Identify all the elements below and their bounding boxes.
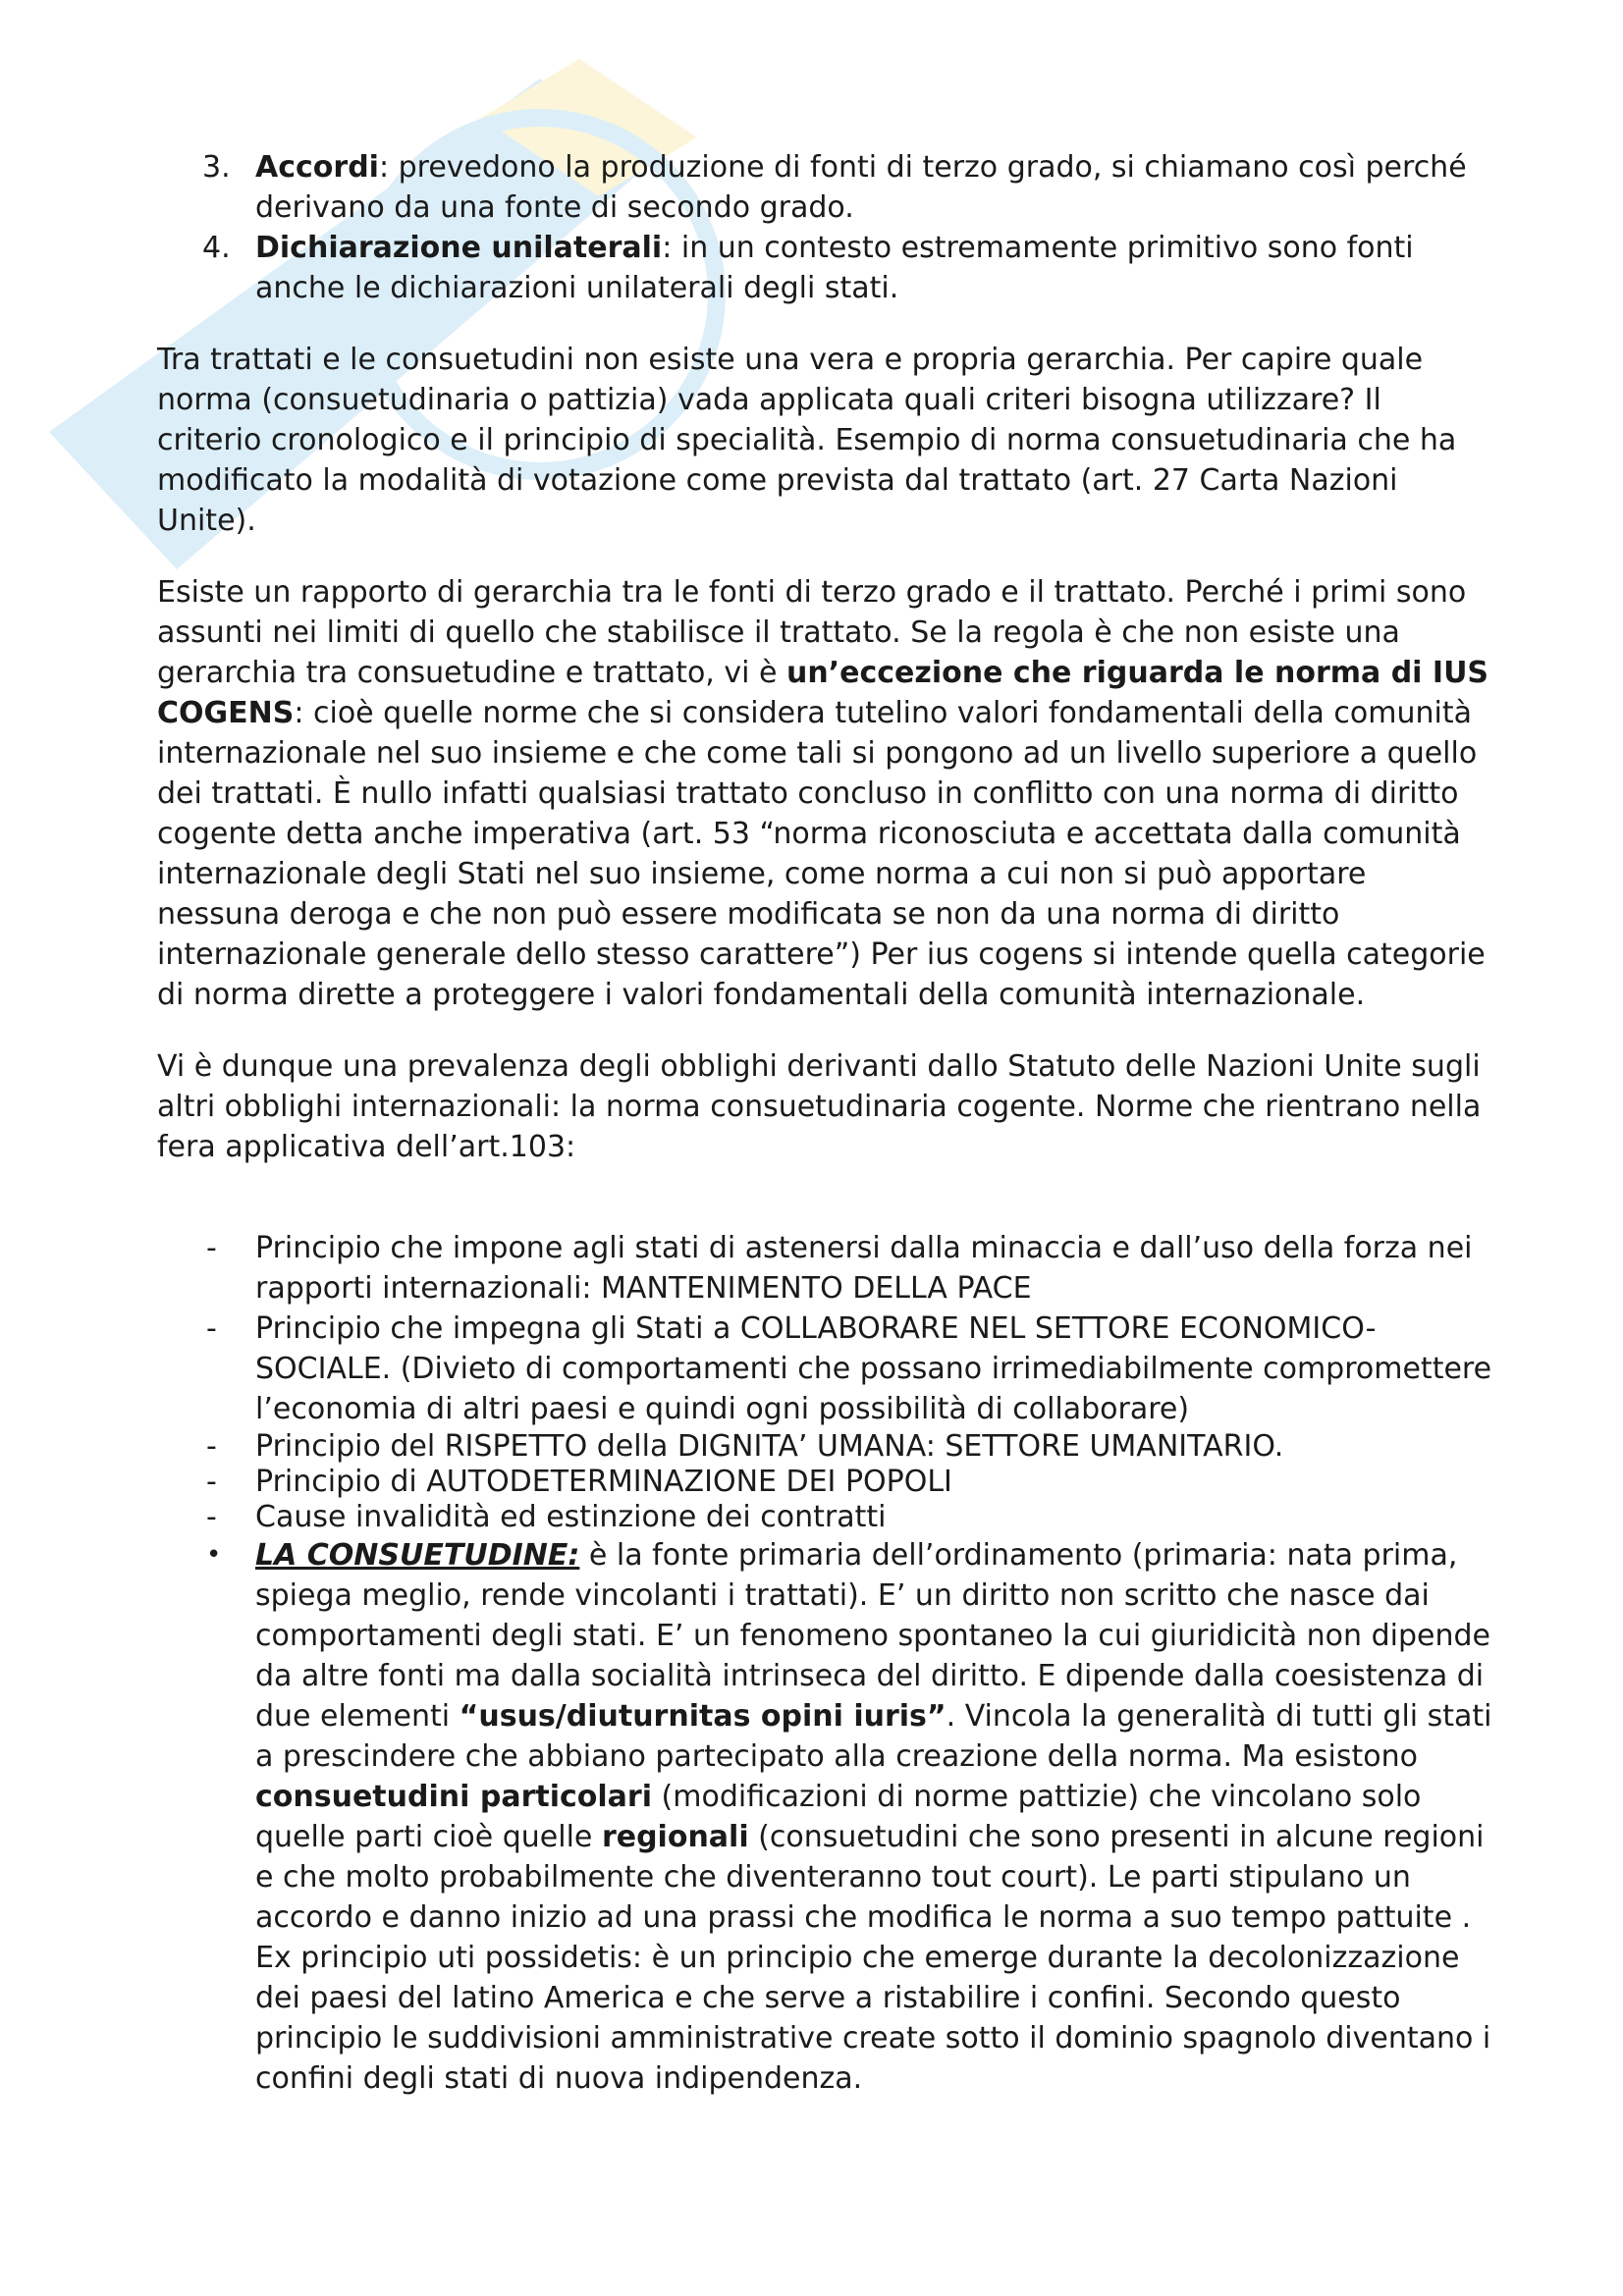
bullet-text: è la fonte primaria dell’ordinamento (primaria: nata prima, spiega meglio, rende vincolanti i trattati). E’ un diritto non scritto che nasce dai comportamenti degli stati. E’ un fenomeno spontaneo la cui giuridicità non dipende da altre fonti ma dalla socialità intrinseca del diritto. E dipende dalla coesistenza di due elementi (255, 1538, 1490, 1734)
dash-item (157, 1308, 1492, 1429)
dash-item-text: Cause invalidità ed estinzione dei contratti (255, 1500, 887, 1534)
dash-item-text: Principio del RISPETTO della DIGNITA’ UMANA: SETTORE UMANITARIO. (255, 1429, 1284, 1464)
paragraph-text: Esiste un rapporto di gerarchia tra le fonti di terzo grado e il trattato. Perché i primi sono assunti nei limiti di quello che stabilisce il trattato. Se la regola è che non esiste una gerarchia tra consuetudine e trattato, vi è (157, 575, 1467, 690)
bullet-marker: • (206, 1540, 222, 1570)
dash-item (157, 1500, 1492, 1535)
paragraph-statuto: Vi è dunque una prevalenza degli obblighi derivanti dallo Statuto delle Nazioni Unite sugli altri obblighi internazionali: la norma consuetudinaria cogente. Norme che rientrano nella fera applicativa dell’art.103: (157, 1049, 1482, 1164)
dash-marker: - (206, 1429, 217, 1464)
dash-item-text: Principio di AUTODETERMINAZIONE DEI POPOLI (255, 1465, 952, 1499)
paragraph-text: : cioè quelle norme che si considera tutelino valori fondamentali della comunità internazionale nel suo insieme e che come tali si pongono ad un livello superiore a quello dei trattati. È nullo infatti qualsiasi trattato concluso in conflitto con una norma di diritto cogente detta anche imperativa (art. 53 “norma riconosciuta e accettata dalla comunità internazionale degli Stati nel suo insieme, come norma a cui non si può apportare nessuna deroga e che non può essere modificata se non da una norma di diritto internazionale generale dello stesso carattere”) Per ius cogens si intende quella categorie di norma dirette a proteggere i valori fondamentali della comunità internazionale. (157, 696, 1486, 1012)
bullet-text: . Vincola la generalità di tutti gli stati a prescindere che abbiano partecipato alla creazione della norma. Ma esistono (255, 1699, 1492, 1774)
dash-marker: - (206, 1500, 217, 1534)
bullet-text: (consuetudini che sono presenti in alcune regioni e che molto probabilmente che diventeranno tout court). Le parti stipulano un accordo e danno inizio ad una prassi che modifica le norma a suo tempo pattuite . Ex principio uti possidetis: è un principio che emerge durante la decolonizzazione dei paesi del latino America e che serve a ristabilire i confini. Secondo questo principio le suddivisioni amministrative create sotto il dominio spagnolo diventano i confini degli stati di nuova indipendenza. (255, 1820, 1491, 2096)
bullet-bold: “usus/diuturnitas opini iuris” (459, 1699, 947, 1734)
paragraph-hierarchy: Tra trattati e le consuetudini non esiste una vera e propria gerarchia. Per capire quale norma (consuetudinaria o pattizia) vada applicata quali criteri bisogna utilizzare? Il criterio cronologico e il principio di specialità. Esempio di norma consuetudinaria che ha modificato la modalità di votazione come prevista dal trattato (art. 27 Carta Nazioni Unite). (157, 343, 1457, 538)
item-term: Accordi (255, 150, 379, 185)
dash-marker: - (206, 1311, 217, 1346)
bullet-heading: LA CONSUETUDINE: (255, 1538, 580, 1573)
spacer (157, 1197, 1492, 1228)
document-page (157, 147, 1492, 2099)
bullet-bold: regionali (601, 1820, 749, 1854)
dash-marker: - (206, 1465, 217, 1499)
bullet-text: (modificazioni di norme pattizie) che vincolano solo quelle parti cioè quelle (255, 1780, 1422, 1854)
list-number: 3. (202, 150, 231, 185)
item-text: : in un contesto estremamente primitivo sono fonti anche le dichiarazioni unilaterali degli stati. (255, 231, 1414, 305)
item-term: Dichiarazione unilaterali (255, 231, 663, 265)
dash-item-text: Principio che impegna gli Stati a COLLABORARE NEL SETTORE ECONOMICO-SOCIALE. (Divieto di comportamenti che possano irrimediabilmente compromettere l’economia di altri paesi e quindi ogni possibilità di collaborare) (255, 1311, 1492, 1426)
list-number: 4. (202, 231, 231, 265)
item-text: : prevedono la produzione di fonti di terzo grado, si chiamano così perché derivano da una fonte di secondo grado. (255, 150, 1467, 225)
dash-item (157, 1228, 1492, 1308)
dash-item-text: Principio che impone agli stati di astenersi dalla minaccia e dall’uso della forza nei rapporti internazionali: MANTENIMENTO DELLA PACE (255, 1231, 1473, 1306)
numbered-item (157, 228, 1492, 308)
paragraph-ius-cogens (157, 572, 1492, 1015)
dash-item (157, 1465, 1492, 1500)
numbered-item (157, 147, 1492, 228)
bullet-bold: consuetudini particolari (255, 1780, 652, 1814)
dash-item (157, 1429, 1492, 1465)
bullet-item-consuetudine (157, 1535, 1492, 2099)
paragraph-bold: un’eccezione che riguarda le norma di IUS COGENS (157, 656, 1489, 730)
dash-marker: - (206, 1231, 217, 1265)
